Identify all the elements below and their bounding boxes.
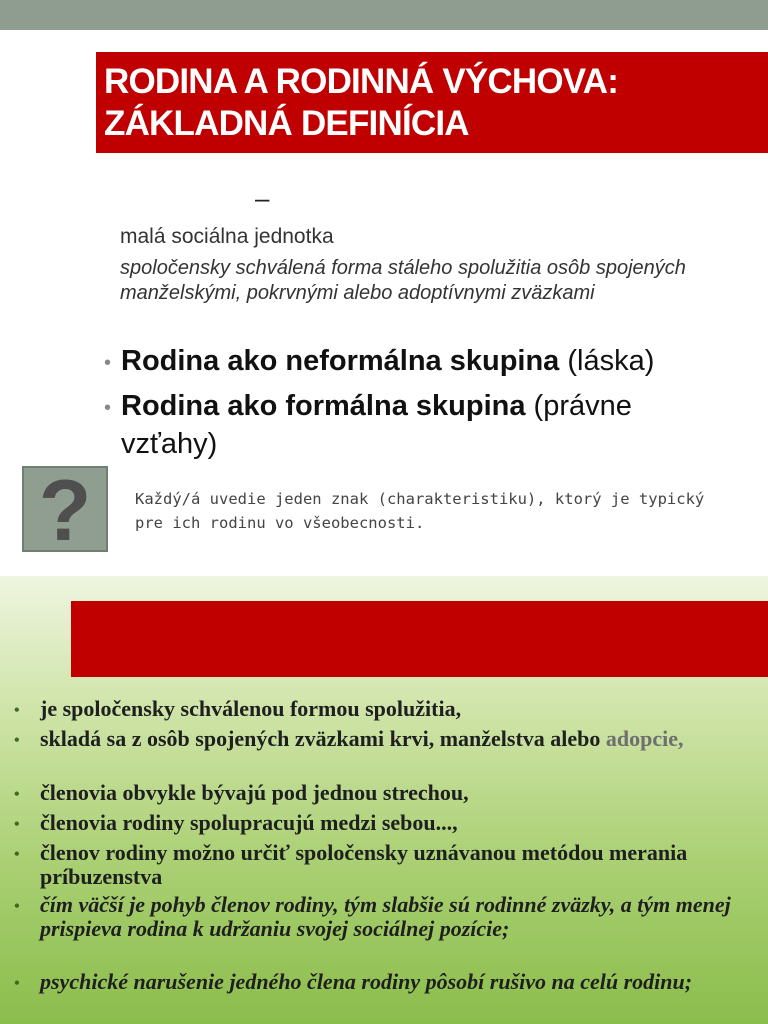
question-mark-icon: ? [38,463,92,559]
bullet-dot: • [14,732,20,749]
characteristic-item [0,970,768,994]
characteristic-text: čím väčší je pohyb členov rodiny, tým slabšie sú rodinné zväzky, a tým menej prispieva rodina k udržaniu svojej sociálnej pozície; [40,892,731,941]
characteristic-text: členov rodiny možno určiť spoločensky uznávanou metódou merania príbuzenstva [40,840,688,889]
bullet-dot: • [104,397,112,419]
top-bar [0,0,768,30]
bullet-dot: • [14,702,20,719]
characteristic-text: skladá sa z osôb spojených zväzkami krvi, manželstva alebo [40,726,601,751]
characteristic-tail: adopcie, [605,726,684,751]
definition-text: spoločensky schválená forma stáleho spolužitia osôb spojených manželskými, pokrvnými alebo adoptívnymi zväzkami [120,257,686,304]
question-box [22,463,108,559]
characteristic-text: psychické narušenie jedného člena rodiny pôsobí rušivo na celú rodinu; [40,969,693,994]
bullet-formal [104,387,734,463]
title-line-2: ZÁKLADNÁ DEFINÍCIA [104,104,469,143]
bullet-dot: • [14,846,20,863]
characteristic-item [0,841,768,889]
bullet-rest: (právne vzťahy) [121,390,632,460]
bullet-dot: • [104,352,112,374]
characteristic-item [0,727,768,751]
bullet-dot: • [14,898,20,915]
characteristic-text: je spoločensky schválenou formou spolužitia, [40,696,462,721]
question-text: Každý/á uvedie jeden znak (charakteristiku), ktorý je typický pre ich rodinu vo všeobecnosti. [135,490,705,532]
characteristic-text: členovia rodiny spolupracujú medzi sebou..., [40,810,458,835]
title-line-1: RODINA A RODINNÁ VÝCHOVA: [104,62,619,101]
characteristic-item [0,811,768,835]
characteristic-item [0,697,768,721]
red-band [71,601,768,677]
bullet-bold: Rodina ako formálna skupina [121,390,526,422]
dash: – [255,183,270,213]
bullet-informal [104,342,764,380]
characteristic-item [0,781,768,805]
definition-label: malá sociálna jednotka [120,225,334,248]
title-banner [96,52,768,153]
bullet-dot: • [14,975,20,992]
bullet-dot: • [14,816,20,833]
characteristic-text: členovia obvykle bývajú pod jednou strechou, [40,780,469,805]
characteristic-item [0,893,768,941]
bullet-dot: • [14,786,20,803]
bullet-bold: Rodina ako neformálna skupina [121,345,560,377]
bullet-rest: (láska) [559,345,655,377]
